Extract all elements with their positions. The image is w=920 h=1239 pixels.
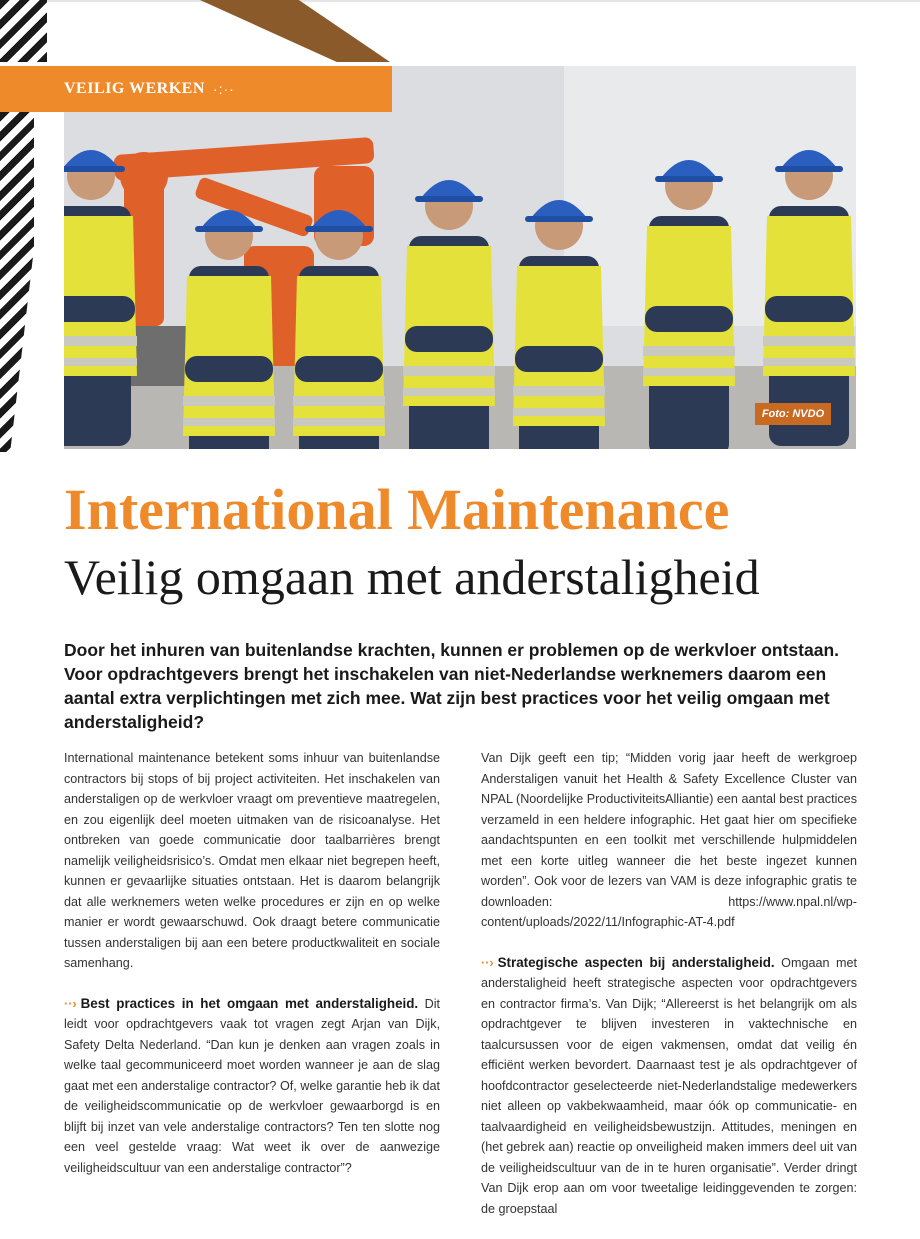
hatch-decoration-top: [0, 0, 47, 62]
article-title: International Maintenance: [64, 477, 730, 542]
article-intro: Door het inhuren van buitenlandse krachten, kunnen er problemen op de werkvloer ontstaan. Voor opdrachtgevers brengt het inschakelen van niet-Nederlandse werknemers daarom een aantal extra verplichtingen met zich mee. Wat zijn best practices voor het veilig omgaan met anderstaligheid?: [64, 640, 840, 732]
dotted-arrow-icon: ·:··: [212, 81, 235, 97]
section-heading: Strategische aspecten bij anderstaligheid.: [497, 954, 775, 970]
photo-credit: Foto: NVDO: [755, 403, 831, 425]
paragraph-text: Omgaan met anderstaligheid heeft strategische aspecten voor opdrachtgevers en contractor firma’s. Van Dijk; “Allereerst is het belangrijk om als opdrachtgever te blijven investeren in vaktechnische en taalcursussen voor de eigen vakmensen, omdat dat veilig én efficiënt werken bevordert. Daarnaast test je als opdrachtgever of hoofdcontractor geselecteerde niet-Nederlandstalige medewerkers niet alleen op vakbekwaamheid, maar óók op communicatie- en taalvaardigheid en veiligheidsbewustzijn. Attitudes, meningen en (het gebrek aan) reactie op onveiligheid maken immers deel uit van de veiligheidscultuur van de in te huren organisatie”. Verder dringt Van Dijk erop aan om voor tweetalige leidinggevenden te zorgen: de groepstaal: [481, 955, 858, 1216]
paragraph: [481, 953, 857, 1220]
article-subtitle: Veilig omgaan met anderstaligheid: [64, 549, 760, 605]
paragraph: [64, 994, 440, 1179]
section-label: VEILIG WERKEN: [64, 80, 205, 97]
header-photo: [64, 66, 856, 449]
paragraph-text: Dit leidt voor opdrachtgevers vaak tot vragen zegt Arjan van Dijk, Safety Delta Nederland. “Dan kun je denken aan vragen zoals in welke taal gecommuniceerd moet worden wanneer je aan de slag gaat met een anderstalige contractor? Of, welke garantie heb ik dat de veiligheidscommunicatie op de werkvloer gewaarborgd is en blijft bij inzet van vele anderstalige contractors? Ten ten slotte nog een veel gestelde vraag: Wat weet ik over de aanwezige veiligheidscultuur van een anderstalige contractor”?: [64, 996, 440, 1175]
paragraph: International maintenance betekent soms inhuur van buitenlandse contractors bij stops of bij project activiteiten. Het inschakelen van anderstaligen op de werkvloer vraagt om preventieve maatregelen, en zou eigenlijk deel moeten uitmaken van de risicoanalyse. Het ontbreken van goede communicatie door taalbarrières brengt namelijk veiligheidsrisico’s. Omdat men elkaar niet begrepen heeft, kunnen er gevaarlijke situaties ontstaan. Het is daarom belangrijk dat alle werknemers weten welke procedures er zijn en op welke manier er wordt gewaarschuwd. Ook draagt betere communicatie tussen anderstaligen bij aan een betere productkwaliteit en sociale samenhang.: [64, 751, 440, 970]
section-tag: [0, 66, 392, 112]
column-left: [64, 748, 440, 1198]
top-rule: [0, 0, 920, 2]
column-right: [481, 748, 857, 1239]
hatch-decoration-left: [0, 112, 34, 452]
workers-photo-illustration: [64, 66, 856, 449]
section-heading: Best practices in het omgaan met anderstaligheid.: [80, 995, 419, 1011]
dotted-arrow-icon: ··›: [481, 955, 494, 970]
dotted-arrow-icon: ··›: [64, 996, 77, 1011]
paragraph: Van Dijk geeft een tip; “Midden vorig jaar heeft de werkgroep Anderstaligen vanuit het Health & Safety Excellence Cluster van NPAL (Noordelijke ProductiviteitsAlliantie) een aantal best practices verzameld in een heldere infographic. Het gaat hier om specifieke aandachtspunten en een toolkit met verschillende hulpmiddelen met een korte uitleg wanneer die het beste ingezet kunnen worden”. Ook voor de lezers van VAM is deze infographic gratis te downloaden: https://www.npal.nl/wp-content/uploads/2022/11/Infographic-AT-4.pdf: [481, 751, 857, 929]
brown-stripe-decoration: [200, 0, 390, 62]
